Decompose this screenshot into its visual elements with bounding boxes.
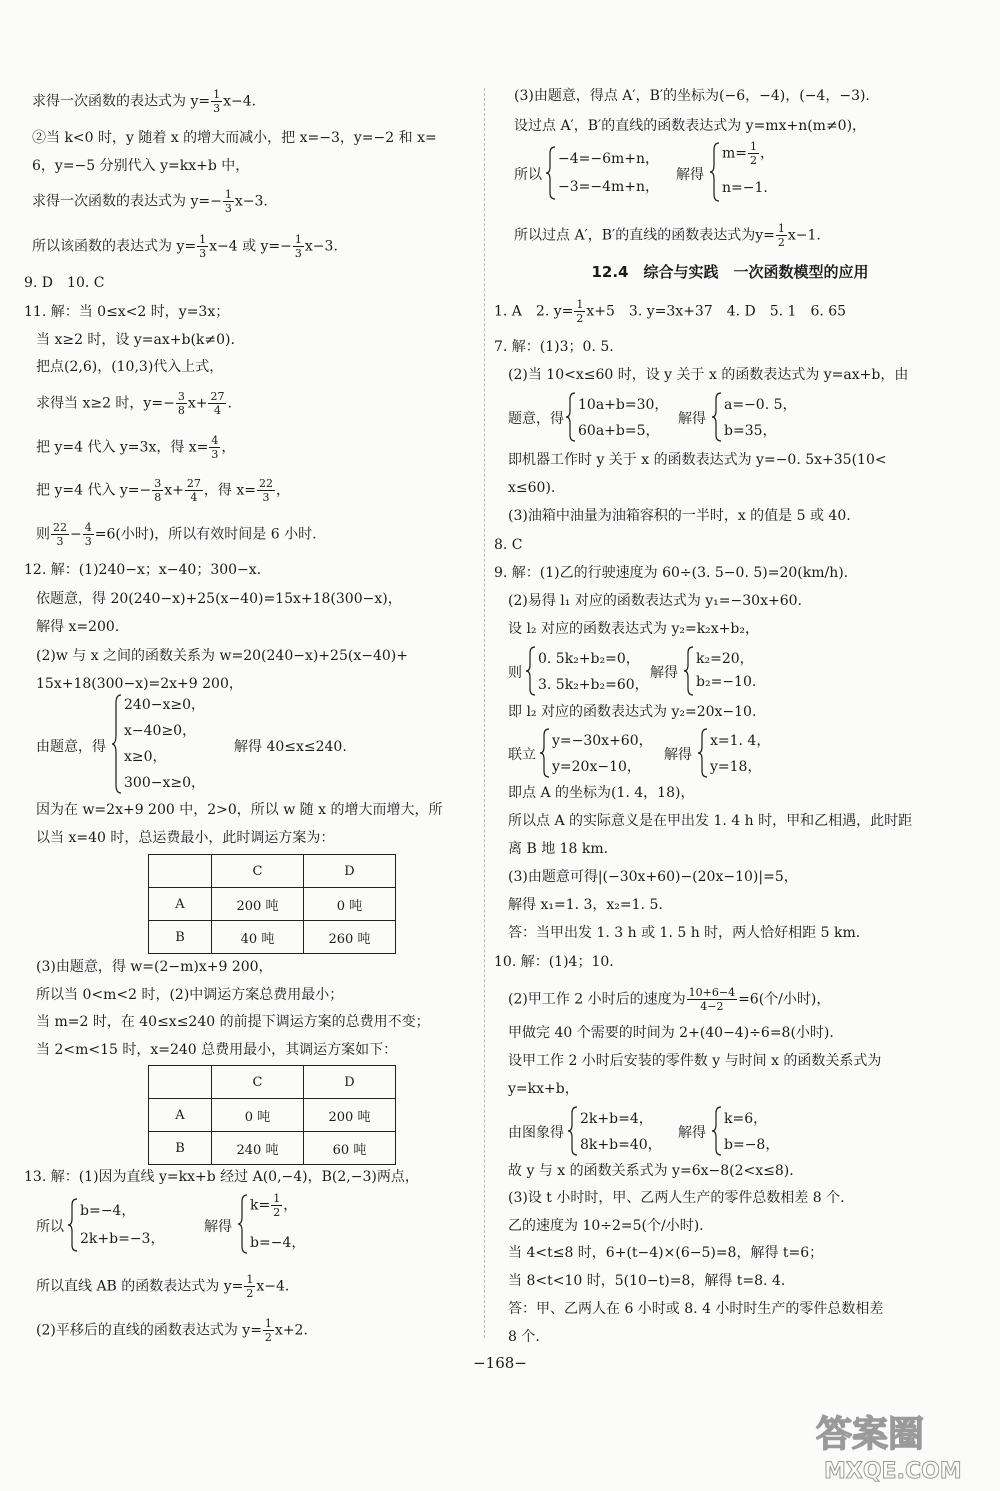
answer-line: (2)w 与 x 之间的函数关系为 w=20(240−x)+25(x−40)+: [36, 648, 408, 664]
answer-line: 设过点 A′，B′的直线的函数表达式为 y=mx+n(m≠0)，: [514, 118, 867, 134]
brace-icon: [546, 146, 556, 200]
answer-line: 10. 解：(1)4；10.: [494, 954, 614, 970]
answer-line: 当 4<t≤8 时，6+(t−4)×(6−5)=8，解得 t=6；: [508, 1245, 824, 1261]
answer-line: (3)设 t 小时时，甲、乙两人生产的零件总数相差 8 个.: [508, 1190, 845, 1206]
answer-line: 求得一次函数的表达式为 y=− $\frac{1}{3}$ x−3.: [32, 188, 268, 215]
brace-icon: [568, 1106, 578, 1156]
brace-icon: [68, 1198, 78, 1252]
answer-line: 1. A 2. y= $\frac{1}{2}$ x+5 3. y=3x+37 4. D 5. 1 6. 65: [494, 298, 847, 325]
brace-icon: [112, 694, 122, 794]
brace-icon: [698, 728, 708, 778]
column-divider: [484, 88, 485, 1338]
watermark-logo: [812, 1404, 988, 1484]
fraction-solution: k= $\frac{1}{2}$ ，: [250, 1192, 298, 1219]
equation-system: 由图象得 2k+b=4， 8k+b=40， 解得 k=6， b=−8，: [508, 1102, 958, 1158]
answer-line: (2)当 10<x≤60 时，设 y 关于 x 的函数表达式为 y=ax+b，由: [508, 367, 909, 383]
answer-line: 当 m=2 时，在 40≤x≤240 的前提下调运方案的总费用不变；: [36, 1014, 430, 1030]
transport-table: C D A 0 吨 200 吨 B 240 吨 60 吨: [148, 1065, 396, 1165]
equation-system: 由题意，得 240−x≥0， x−40≥0， x≥0， 300−x≥0， 解得 40≤x≤240.: [36, 692, 476, 798]
equation-system: 联立 y=−30x+60， y=20x−10， 解得 x=1. 4， y=18，: [508, 724, 958, 780]
answer-line: 所以过点 A′，B′的直线的函数表达式为y= $\frac{1}{2}$ x−1.: [514, 222, 821, 249]
table-row: A 200 吨 0 吨: [149, 888, 396, 921]
watermark-brand: 答案圈: [816, 1414, 925, 1455]
answer-line: 答：当甲出发 1. 3 h 或 1. 5 h 时，两人恰好相距 5 km.: [508, 925, 861, 941]
answer-line: 以当 x=40 时，总运费最小，此时调运方案为：: [36, 830, 335, 846]
answer-line: 15x+18(300−x)=2x+9 200，: [36, 676, 243, 692]
answer-line: 9. D 10. C: [24, 275, 105, 291]
answer-line: 设甲工作 2 小时后安装的零件数 y 与时间 x 的函数关系式为: [508, 1053, 882, 1069]
answer-line: (2)易得 l₁ 对应的函数表达式为 y₁=−30x+60.: [508, 593, 802, 609]
answer-line: y=kx+b，: [508, 1081, 579, 1097]
answer-line: 所以该函数的表达式为 y= $\frac{1}{3}$ x−4 或 y=− $\frac{1}{3}$ x−3.: [32, 233, 338, 260]
answer-line: 答：甲、乙两人在 6 小时或 8. 4 小时时生产的零件总数相差: [508, 1301, 884, 1317]
answer-line: 所以点 A 的实际意义是在甲出发 1. 4 h 时，甲和乙相遇，此时距: [508, 813, 913, 829]
answer-line: 甲做完 40 个需要的时间为 2+(40−4)÷6=8(小时).: [508, 1025, 834, 1041]
answer-line: 当 x≥2 时，设 y=ax+b(k≠0).: [36, 332, 235, 348]
table-row: B 240 吨 60 吨: [149, 1132, 396, 1165]
brace-icon: [712, 1106, 722, 1156]
answer-line: (3)由题意，得点 A′，B′的坐标为(−6，−4)，(−4，−3).: [514, 88, 870, 104]
answer-line: 则 $\frac{22}{3}$ − $\frac{4}{3}$ =6(小时)，所以有效时间是 6 小时.: [36, 521, 317, 548]
equation-system: 则 0. 5k₂+b₂=0， 3. 5k₂+b₂=60， 解得 k₂=20， b₂=−10.: [508, 642, 958, 698]
answer-line: 8 个.: [508, 1329, 540, 1345]
answer-line: 即点 A 的坐标为(1. 4，18)，: [508, 785, 695, 801]
answer-line: 求得一次函数的表达式为 y= $\frac{1}{3}$ x−4.: [32, 88, 257, 115]
brace-icon: [712, 392, 722, 442]
answer-line: (2)平移后的直线的函数表达式为 y= $\frac{1}{2}$ x+2.: [36, 1317, 308, 1344]
answer-line: 解得 x=200.: [36, 619, 120, 635]
brace-icon: [710, 142, 720, 202]
watermark-url: MXQE.COM: [824, 1459, 962, 1484]
answer-line: 依题意，得 20(240−x)+25(x−40)=15x+18(300−x)，: [36, 591, 402, 607]
fraction: $\frac{1}{3}$: [213, 88, 221, 115]
answer-line: 7. 解：(1)3；0. 5.: [494, 339, 614, 355]
equation-system: 题意，得 10a+b=30， 60a+b=5， 解得 a=−0. 5， b=35，: [508, 388, 958, 444]
table-row: A 0 吨 200 吨: [149, 1099, 396, 1132]
answer-line: 所以直线 AB 的函数表达式为 y= $\frac{1}{2}$ x−4.: [36, 1273, 290, 1300]
answer-line: 所以当 0<m<2 时，(2)中调运方案总费用最小；: [36, 987, 344, 1003]
brace-icon: [238, 1194, 248, 1254]
answer-line: 故 y 与 x 的函数关系式为 y=6x−8(2<x≤8).: [508, 1163, 794, 1179]
answer-line: 当 2<m<15 时，x=240 总费用最小，其调运方案如下：: [36, 1042, 398, 1058]
answer-line: 8. C: [494, 537, 523, 553]
answer-line: x≤60).: [508, 480, 556, 496]
brace-icon: [526, 646, 536, 696]
brace-icon: [684, 646, 694, 696]
table-row: B 40 吨 260 吨: [149, 921, 396, 954]
answer-line: 解得 x₁=1. 3，x₂=1. 5.: [508, 897, 663, 913]
answer-line: 当 8<t<10 时，5(10−t)=8，解得 t=8. 4.: [508, 1273, 786, 1289]
equation-system: 所以 −4=−6m+n， −3=−4m+n， 解得 m= $\frac{1}{2}$ ， n=−1.: [514, 140, 964, 204]
page-number: −168−: [473, 1354, 527, 1372]
answer-line: (2)甲工作 2 小时后的速度为 $\frac{10+6-4}{4-2}$ =6(个/小时)，: [508, 986, 831, 1013]
answer-line: 设 l₂ 对应的函数表达式为 y₂=k₂x+b₂，: [508, 621, 759, 637]
section-heading: 12.4 综合与实践 一次函数模型的应用: [591, 263, 869, 281]
answer-line: 12. 解：(1)240−x；x−40；300−x.: [24, 562, 262, 578]
answer-line: 求得当 x≥2 时，y=− $\frac{3}{8}$ x+ $\frac{27}{4}$ .: [36, 390, 232, 417]
answer-line: (3)由题意，得 w=(2−m)x+9 200，: [36, 959, 273, 975]
answer-line: 6，y=−5 分别代入 y=kx+b 中，: [32, 158, 250, 174]
answer-line: 即机器工作时 y 关于 x 的函数表达式为 y=−0. 5x+35(10<: [508, 452, 887, 468]
answer-line: 11. 解：当 0≤x<2 时，y=3x；: [24, 304, 230, 320]
answer-line: (3)油箱中油量为油箱容积的一半时，x 的值是 5 或 40.: [508, 508, 851, 524]
answer-line: 13. 解：(1)因为直线 y=kx+b 经过 A(0,−4)，B(2,−3)两点，: [24, 1169, 419, 1185]
answer-line: 把点(2,6)，(10,3)代入上式，: [36, 359, 224, 375]
answer-line: 因为在 w=2x+9 200 中，2>0，所以 w 随 x 的增大而增大，所: [36, 802, 443, 818]
answer-line: 把 y=4 代入 y=− $\frac{3}{8}$ x+ $\frac{27}{4}$ ，得 x= $\frac{22}{3}$ ，: [36, 477, 290, 504]
answer-line: 即 l₂ 对应的函数表达式为 y₂=20x−10.: [508, 704, 757, 720]
answer-line: 把 y=4 代入 y=3x，得 x= $\frac{4}{3}$ ，: [36, 434, 236, 461]
brace-icon: [566, 392, 576, 442]
transport-table: C D A 200 吨 0 吨 B 40 吨 260 吨: [148, 854, 396, 954]
answer-line: 9. 解：(1)乙的行驶速度为 60÷(3. 5−0. 5)=20(km/h).: [494, 565, 849, 581]
answer-line: 离 B 地 18 km.: [508, 841, 609, 857]
answer-line: (3)由题意可得|(−30x+60)−(20x−10)|=5，: [508, 869, 798, 885]
equation-system: 所以 b=−4， 2k+b=−3， 解得 k= $\frac{1}{2}$ ， b=−4，: [36, 1192, 476, 1256]
answer-line: 乙的速度为 10÷2=5(个/小时).: [508, 1218, 704, 1234]
answer-line: ②当 k<0 时，y 随着 x 的增大而减小，把 x=−3，y=−2 和 x=: [32, 130, 437, 146]
brace-icon: [540, 728, 550, 778]
